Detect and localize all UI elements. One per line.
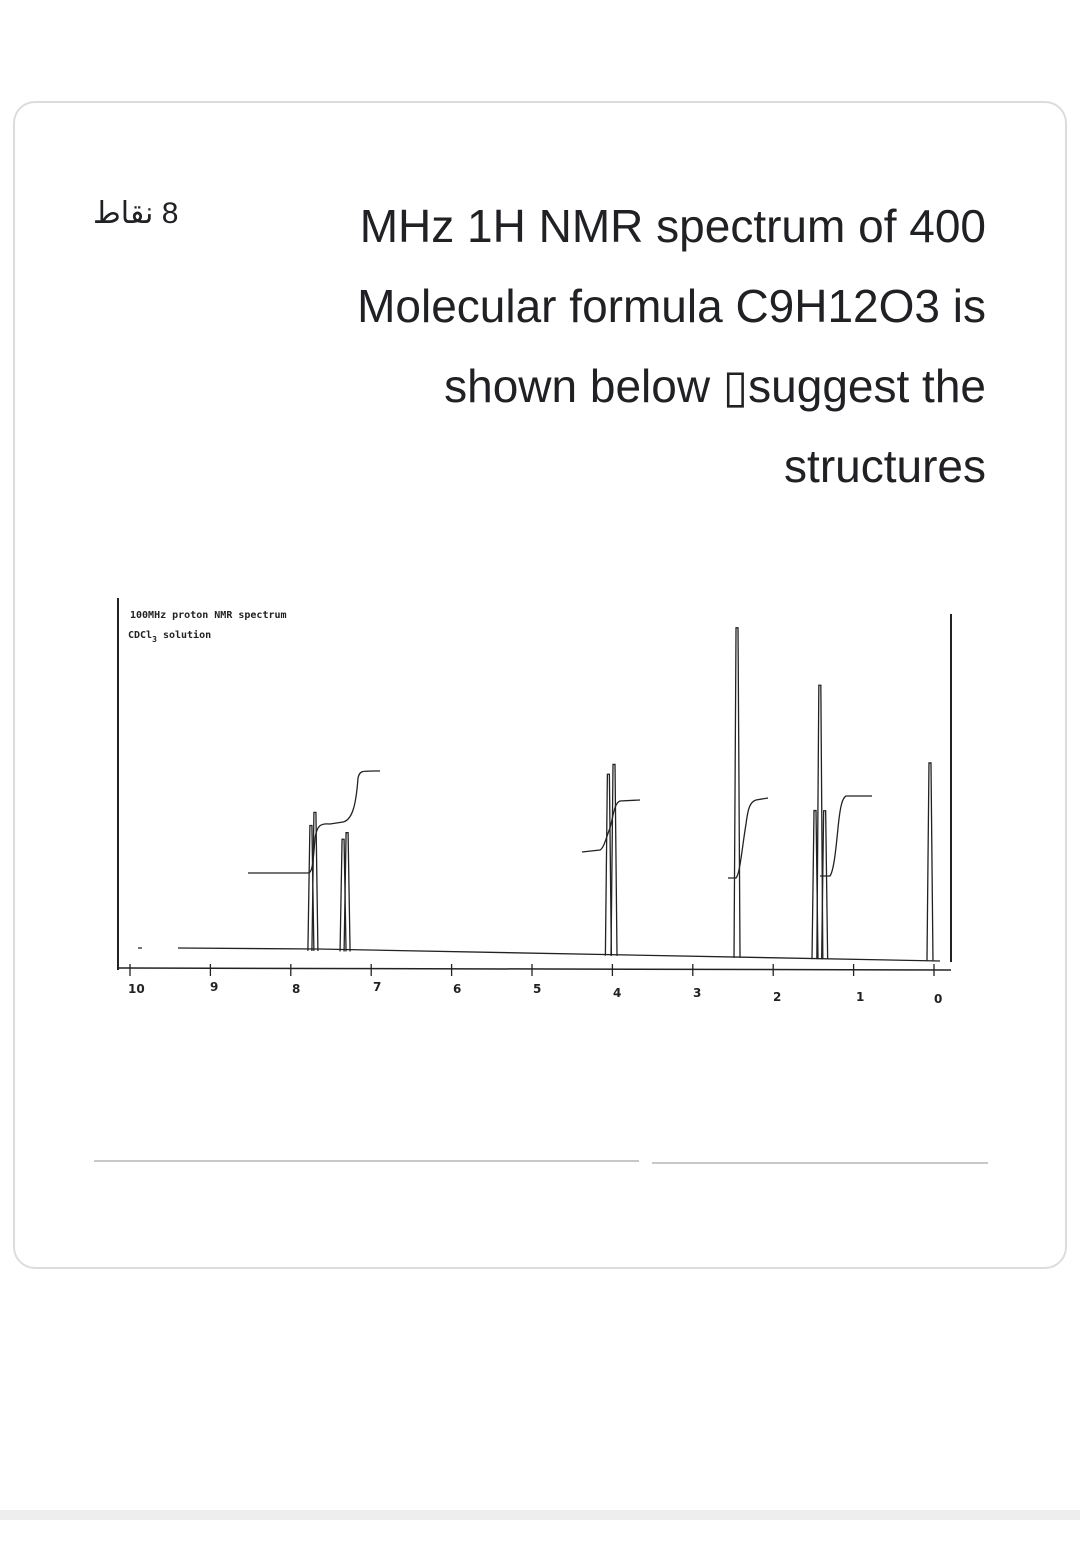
spectrum-peak: [344, 833, 350, 952]
tick-label: 1: [856, 990, 865, 1004]
tick-label: 6: [453, 982, 462, 996]
spectrum-caption-line1: 100MHz proton NMR spectrum: [130, 610, 287, 621]
spectrum-peak: [927, 763, 933, 961]
question-line: shown below ▯suggest the: [444, 360, 986, 412]
spectrum-caption-line2: CDCl$_3$ solution: [128, 630, 212, 644]
spectrum-peak: [605, 774, 611, 956]
tick-label: 5: [533, 982, 542, 996]
integral-curve-triplet: [820, 796, 872, 876]
answer-underline-left[interactable]: [94, 1160, 639, 1162]
points-label: 8 نقاط: [93, 197, 179, 230]
answer-underline-right[interactable]: [652, 1162, 988, 1164]
integral-curve-ch2: [582, 800, 640, 852]
tick-label: 0: [934, 992, 943, 1006]
tick-label: 8: [292, 982, 301, 996]
question-line: Molecular formula C9H12O3 is: [357, 280, 986, 332]
tick-label: 7: [373, 980, 382, 994]
x-axis: [118, 968, 951, 970]
tick-label: 4: [613, 986, 622, 1000]
spectrum-peaks: [308, 628, 933, 961]
spectrum-baseline: [138, 948, 940, 961]
question-line: structures: [784, 440, 986, 492]
tick-label: 2: [773, 990, 782, 1004]
bottom-divider: [0, 1510, 1080, 1520]
spectrum-peak: [734, 628, 740, 958]
question-text: [226, 186, 986, 506]
spectrum-peak: [312, 812, 318, 951]
question-line: MHz 1H NMR spectrum of 400: [359, 200, 986, 252]
spectrum-peak: [611, 764, 617, 955]
tick-label: 3: [693, 986, 702, 1000]
tick-label: 9: [210, 980, 219, 994]
nmr-spectrum-image: [108, 598, 968, 1018]
tick-label: 10: [128, 982, 145, 996]
